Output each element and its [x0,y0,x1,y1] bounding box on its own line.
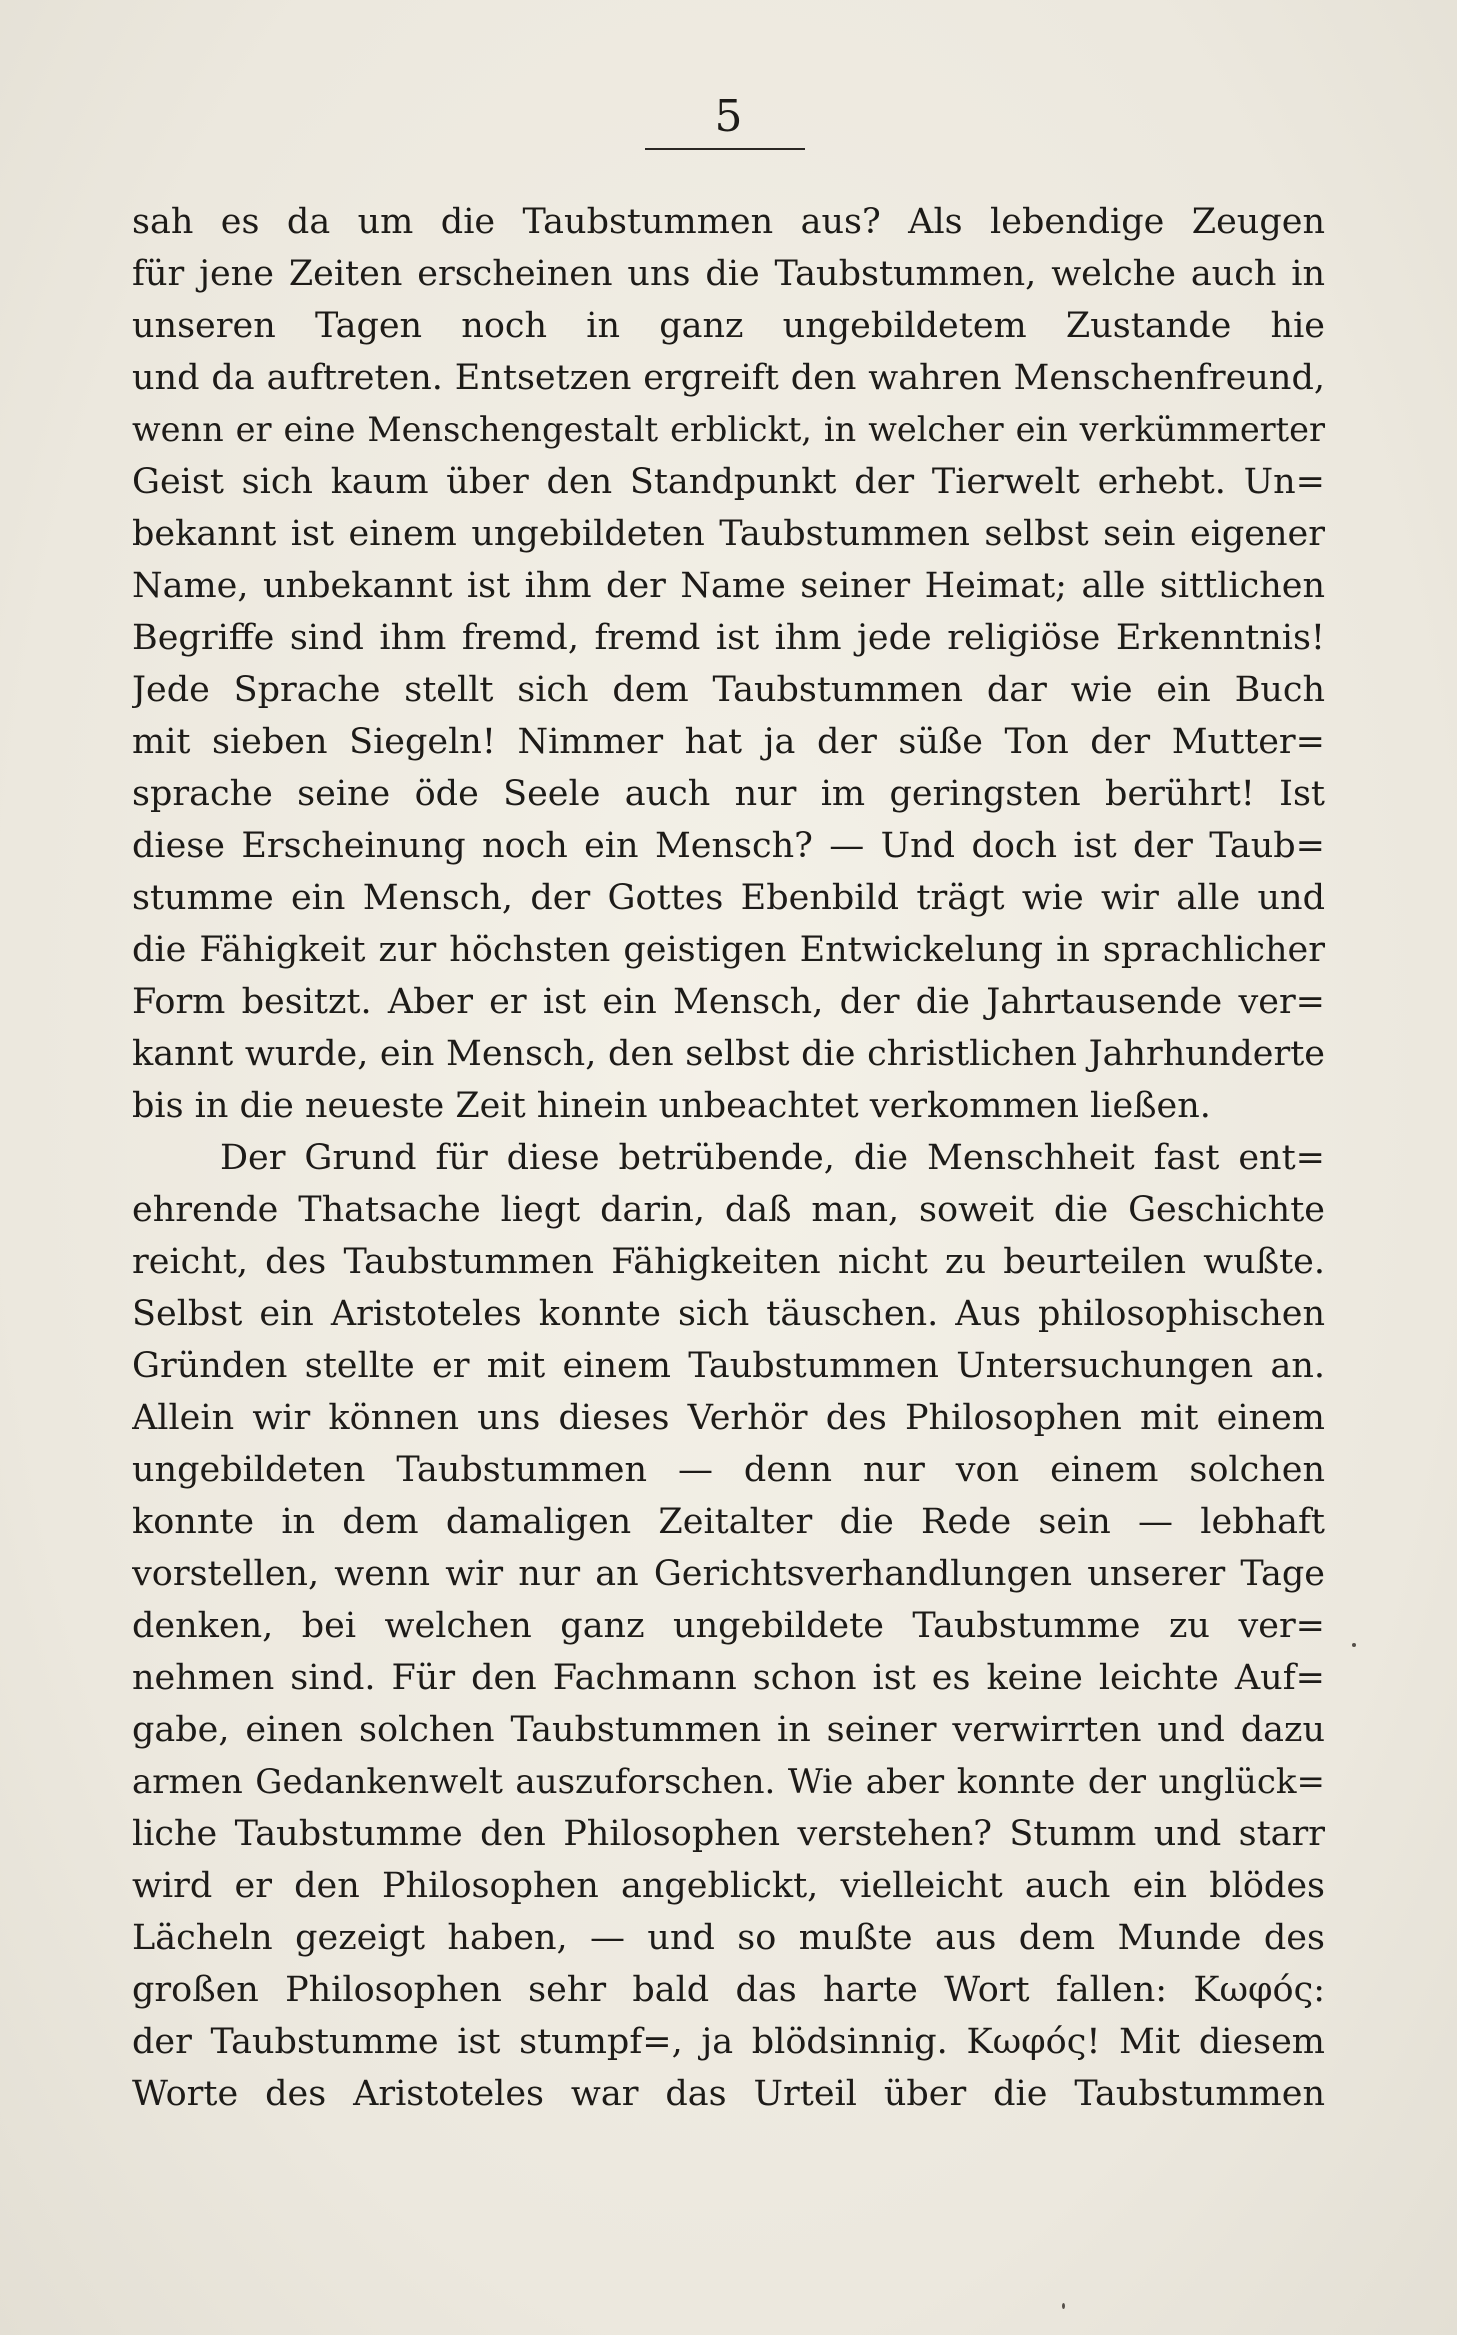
print-speck [1062,2303,1065,2309]
text-line: und da auftreten. Entsetzen ergreift den wahren Menschenfreund, [132,358,1325,398]
text-line: großen Philosophen sehr bald das harte Wort fallen: Κωφός: [132,1970,1325,2010]
header-rule [645,148,805,150]
text-line: gabe, einen solchen Taubstummen in seiner verwirrten und dazu [132,1710,1325,1750]
text-line: wenn er eine Menschengestalt erblickt, in welcher ein verkümmerter [132,410,1325,449]
text-line: Der Grund für diese betrübende, die Menschheit fast ent= [220,1138,1325,1178]
text-line: nehmen sind. Für den Fachmann schon ist es keine leichte Auf= [132,1658,1325,1698]
text-line: Worte des Aristoteles war das Urteil über die Taubstummen [132,2074,1325,2114]
body-text [132,196,1325,2120]
text-line: reicht, des Taubstummen Fähigkeiten nicht zu beurteilen wußte. [132,1242,1325,1282]
text-line: denken, bei welchen ganz ungebildete Taubstumme zu ver= [132,1606,1325,1646]
text-line: Allein wir können uns dieses Verhör des Philosophen mit einem [132,1398,1325,1438]
text-line: mit sieben Siegeln! Nimmer hat ja der süße Ton der Mutter= [132,722,1325,762]
text-line: sprache seine öde Seele auch nur im geringsten berührt! Ist [132,774,1325,814]
print-speck [1352,1643,1356,1647]
text-line: konnte in dem damaligen Zeitalter die Rede sein — lebhaft [132,1502,1325,1542]
text-line: ehrende Thatsache liegt darin, daß man, soweit die Geschichte [132,1190,1325,1230]
text-line: kannt wurde, ein Mensch, den selbst die christlichen Jahrhunderte [132,1034,1325,1074]
text-line: Lächeln gezeigt haben, — und so mußte aus dem Munde des [132,1918,1325,1958]
text-line: der Taubstumme ist stumpf=, ja blödsinnig. Κωφός! Mit diesem [132,2022,1325,2062]
text-line: stumme ein Mensch, der Gottes Ebenbild trägt wie wir alle und [132,878,1325,918]
text-line: diese Erscheinung noch ein Mensch? — Und doch ist der Taub= [132,826,1325,866]
text-line: Form besitzt. Aber er ist ein Mensch, der die Jahrtausende ver= [132,982,1325,1022]
text-line: die Fähigkeit zur höchsten geistigen Entwickelung in sprachlicher [132,930,1325,970]
text-line: Begriffe sind ihm fremd, fremd ist ihm jede religiöse Erkenntnis! [132,618,1325,658]
text-line: für jene Zeiten erscheinen uns die Taubstummen, welche auch in [132,254,1325,294]
text-line: unseren Tagen noch in ganz ungebildetem Zustande hie [132,306,1325,346]
text-line: sah es da um die Taubstummen aus? Als lebendige Zeugen [132,202,1325,242]
text-line: armen Gedankenwelt auszuforschen. Wie aber konnte der unglück= [132,1762,1325,1802]
text-line: Selbst ein Aristoteles konnte sich täuschen. Aus philosophischen [132,1294,1325,1334]
page-number: 5 [714,91,743,142]
text-line: Name, unbekannt ist ihm der Name seiner Heimat; alle sittlichen [132,566,1325,606]
text-line: bis in die neueste Zeit hinein unbeachtet verkommen ließen. [132,1086,1211,1126]
text-line: ungebildeten Taubstummen — denn nur von einem solchen [132,1450,1325,1490]
text-line: liche Taubstumme den Philosophen verstehen? Stumm und starr [132,1814,1325,1854]
text-line: wird er den Philosophen angeblickt, vielleicht auch ein blödes [132,1866,1325,1906]
text-line: bekannt ist einem ungebildeten Taubstummen selbst sein eigener [132,514,1325,554]
text-line: Gründen stellte er mit einem Taubstummen Untersuchungen an. [132,1346,1325,1386]
text-line: vorstellen, wenn wir nur an Gerichtsverhandlungen unserer Tage [132,1554,1325,1594]
text-line: Jede Sprache stellt sich dem Taubstummen dar wie ein Buch [132,670,1325,710]
text-line: Geist sich kaum über den Standpunkt der Tierwelt erhebt. Un= [132,462,1325,502]
